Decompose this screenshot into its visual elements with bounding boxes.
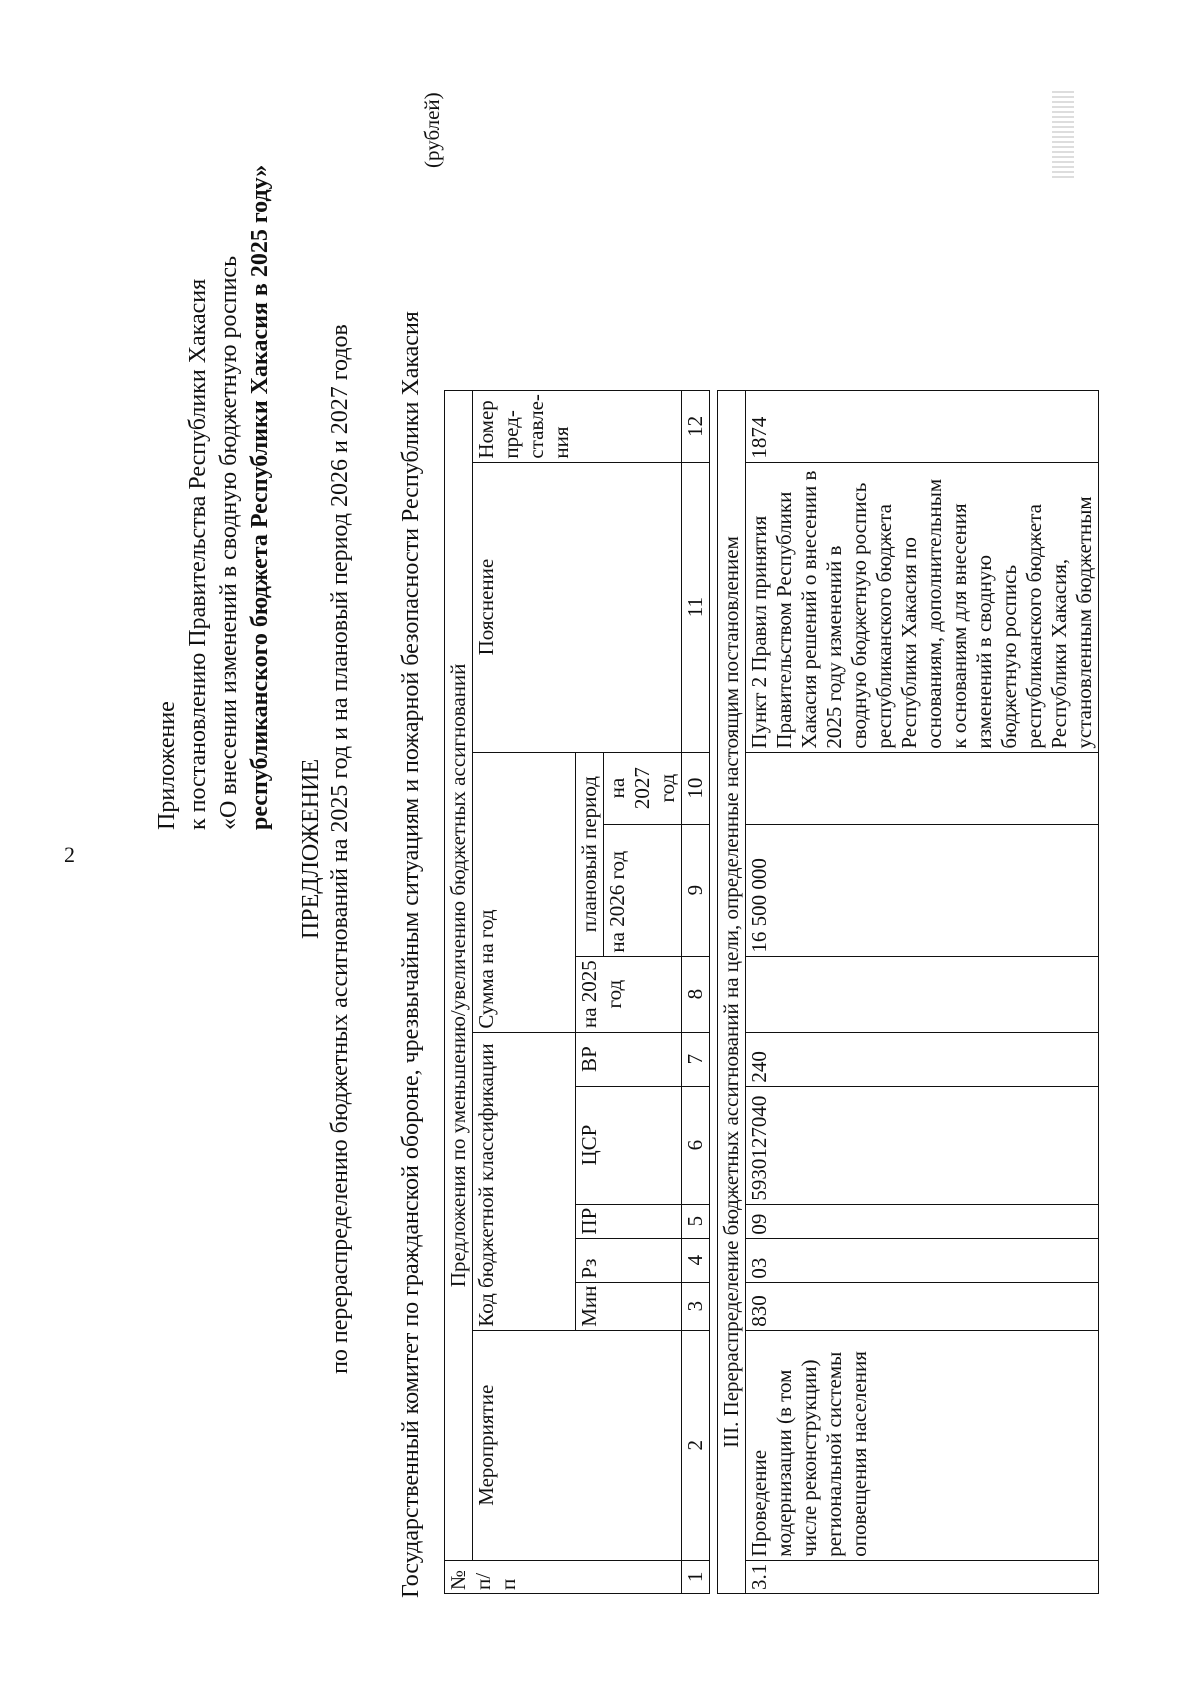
document-subtitle: по перераспределению бюджетных ассигнований на 2025 год и на плановый период 2026 и 2027 годов <box>327 324 353 1374</box>
row-csr: 5930127040 <box>745 1086 1098 1204</box>
units-label: (рублей) <box>420 92 444 168</box>
column-number: 6 <box>681 1086 709 1204</box>
header-cell: Мин <box>575 1282 681 1330</box>
allocation-table <box>444 390 1099 1594</box>
header-cell: Номер пред-ставле-ния <box>473 391 576 463</box>
header-row <box>445 391 473 1594</box>
column-number: 4 <box>681 1238 709 1282</box>
column-number: 9 <box>681 824 709 956</box>
header-cell: на 2025 год <box>575 956 681 1032</box>
row-event: Проведение модернизации (в том числе реконструкции) региональной системы оповещения населения <box>745 1330 1098 1560</box>
header-cell: на 2026 год <box>603 824 681 956</box>
row-2026: 16 500 000 <box>745 824 1098 956</box>
column-number: 12 <box>681 391 709 463</box>
header-cell: Предложения по уменьшению/увеличению бюджетных ассигнований <box>445 391 473 1561</box>
spacer-row <box>709 391 717 1594</box>
appendix-line: «О внесении изменений в сводную бюджетную роспись <box>216 255 242 830</box>
row-2027 <box>745 752 1098 824</box>
column-number: 2 <box>681 1330 709 1560</box>
header-cell: ЦСР <box>575 1086 681 1204</box>
column-number: 7 <box>681 1032 709 1086</box>
appendix-line: Приложение <box>154 701 180 830</box>
header-cell: на 2027 год <box>603 752 681 824</box>
row-pr: 09 <box>745 1204 1098 1238</box>
header-cell: Пояснение <box>473 462 682 752</box>
row-note: Пункт 2 Правил принятия Правительством Республики Хакасия решений о внесении в 2025 году изменений в сводную бюджетную роспись республиканского бюджета Республики Хакасия по основаниям, дополнительным к основаниям для внесения изменений в сводную бюджетную роспись республиканского бюджета Республики Хакасия, установленным бюджетным <box>745 462 1098 752</box>
column-number: 11 <box>681 462 709 752</box>
column-number: 3 <box>681 1282 709 1330</box>
header-cell: Код бюджетной классификации <box>473 1032 576 1330</box>
row-number: 3.1 <box>745 1560 1098 1593</box>
column-number: 1 <box>681 1560 709 1593</box>
header-cell: Мероприятие <box>473 1330 682 1560</box>
column-number: 8 <box>681 956 709 1032</box>
column-number: 10 <box>681 752 709 824</box>
spacer-cell <box>709 391 717 1594</box>
row-rz: 03 <box>745 1238 1098 1282</box>
organization-name: Государственный комитет по гражданской обороне, чрезвычайным ситуациям и пожарной безопасности Республики Хакасия <box>398 311 424 1598</box>
document-title: ПРЕДЛОЖЕНИЕ <box>298 758 324 940</box>
header-cell: Рз <box>575 1238 681 1282</box>
row-2025 <box>745 956 1098 1032</box>
table-row <box>745 391 1098 1594</box>
header-cell: Сумма на год <box>473 752 576 1032</box>
column-number-row <box>681 391 709 1594</box>
header-cell: плановый период <box>575 752 603 956</box>
page-number: 2 <box>64 842 75 867</box>
row-vr: 240 <box>745 1032 1098 1086</box>
column-number: 5 <box>681 1204 709 1238</box>
header-cell: ВР <box>575 1032 681 1086</box>
header-cell: ПР <box>575 1204 681 1238</box>
section-row <box>717 391 745 1594</box>
appendix-line: к постановлению Правительства Республики Хакасия <box>185 278 211 830</box>
faint-stamp-mark <box>1052 88 1074 178</box>
header-row <box>473 391 576 1594</box>
row-submission: 1874 <box>745 391 1098 463</box>
section-title: III. Перераспределение бюджетных ассигнований на цели, определенные настоящим постановлением <box>717 391 745 1594</box>
row-min: 830 <box>745 1282 1098 1330</box>
header-cell <box>575 391 681 463</box>
header-cell: № п/п <box>445 1560 682 1593</box>
appendix-line: республиканского бюджета Республики Хакасия в 2025 году» <box>247 164 273 830</box>
appendix-header <box>152 165 276 830</box>
